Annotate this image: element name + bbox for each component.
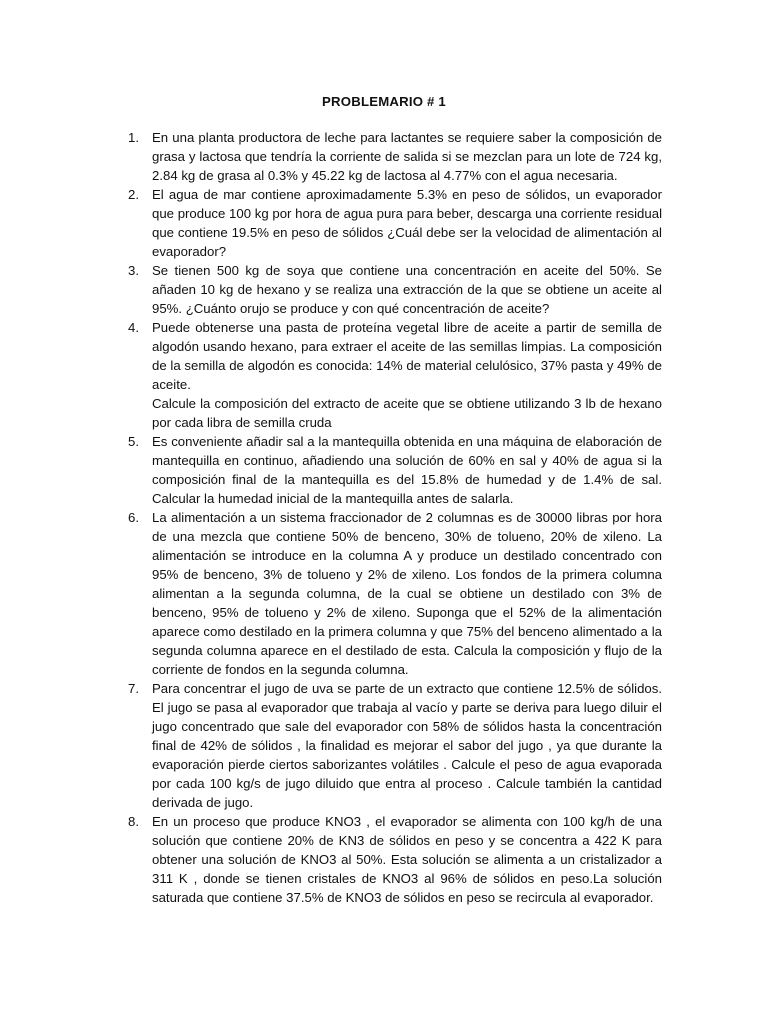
problem-item <box>128 318 662 432</box>
problem-number: 1. <box>128 130 139 145</box>
problem-number: 5. <box>128 434 139 449</box>
problem-paragraph: Para concentrar el jugo de uva se parte de un extracto que contiene 12.5% de sólidos. El jugo se pasa al evaporador que trabaja al vacío y parte se deriva para luego diluir el jugo concentrado que sale del evaporador con 58% de sólidos hasta la concentración final de 42% de sólidos , la finalidad es mejorar el sabor del jugo , ya que durante la evaporación pierde ciertos saborizantes volátiles . Calcule el peso de agua evaporada por cada 100 kg/s de jugo diluido que entra al proceso . Calcule también la cantidad derivada de jugo. <box>152 681 662 810</box>
document-title: PROBLEMARIO # 1 <box>322 94 446 109</box>
problem-item <box>128 812 662 907</box>
problem-item <box>128 508 662 679</box>
problem-item <box>128 679 662 812</box>
problem-body <box>152 432 662 508</box>
problem-body <box>152 128 662 185</box>
problem-body <box>152 185 662 261</box>
problem-item <box>128 185 662 261</box>
problem-paragraph: En un proceso que produce KNO3 , el evaporador se alimenta con 100 kg/h de una solución que contiene 20% de KN3 de sólidos en peso y se concentra a 422 K para obtener una solución de KNO3 al 50%. Esta solución se alimenta a un cristalizador a 311 K , donde se tienen cristales de KNO3 al 96% de sólidos en peso.La solución saturada que contiene 37.5% de KNO3 de sólidos en peso se recircula al evaporador. <box>152 814 662 905</box>
problem-number: 4. <box>128 320 139 335</box>
problem-number: 7. <box>128 681 139 696</box>
problem-paragraph: Es conveniente añadir sal a la mantequilla obtenida en una máquina de elaboración de mantequilla en continuo, añadiendo una solución de 60% en sal y 40% de agua si la composición final de la mantequilla es del 15.8% de humedad y de 1.4% de sal. Calcular la humedad inicial de la mantequilla antes de salarla. <box>152 434 662 506</box>
problem-paragraph: En una planta productora de leche para lactantes se requiere saber la composición de grasa y lactosa que tendría la corriente de salida si se mezclan para un lote de 724 kg, 2.84 kg de grasa al 0.3% y 45.22 kg de lactosa al 4.77% con el agua necesaria. <box>152 130 662 183</box>
problem-paragraph: Se tienen 500 kg de soya que contiene una concentración en aceite del 50%. Se añaden 10 kg de hexano y se realiza una extracción de la que se obtiene un aceite al 95%. ¿Cuánto orujo se produce y con qué concentración de aceite? <box>152 263 662 316</box>
problem-paragraph: Puede obtenerse una pasta de proteína vegetal libre de aceite a partir de semilla de algodón usando hexano, para extraer el aceite de las semillas limpias. La composición de la semilla de algodón es conocida: 14% de material celulósico, 37% pasta y 49% de aceite. <box>152 320 662 392</box>
problem-body <box>152 318 662 432</box>
problem-list <box>128 128 662 907</box>
problem-body <box>152 261 662 318</box>
problem-body <box>152 812 662 907</box>
problem-item <box>128 432 662 508</box>
problem-item <box>128 128 662 185</box>
problem-number: 2. <box>128 187 139 202</box>
problem-item <box>128 261 662 318</box>
problem-number: 3. <box>128 263 139 278</box>
problem-paragraph: El agua de mar contiene aproximadamente 5.3% en peso de sólidos, un evaporador que produce 100 kg por hora de agua pura para beber, descarga una corriente residual que contiene 19.5% en peso de sólidos ¿Cuál debe ser la velocidad de alimentación al evaporador? <box>152 187 662 259</box>
problem-body <box>152 679 662 812</box>
problem-body <box>152 508 662 679</box>
problem-paragraph: Calcule la composición del extracto de aceite que se obtiene utilizando 3 lb de hexano por cada libra de semilla cruda <box>152 396 662 430</box>
problem-number: 6. <box>128 510 139 525</box>
problem-number: 8. <box>128 814 139 829</box>
problem-paragraph: La alimentación a un sistema fraccionador de 2 columnas es de 30000 libras por hora de una mezcla que contiene 50% de benceno, 30% de tolueno, 20% de xileno. La alimentación se introduce en la columna A y produce un destilado concentrado con 95% de benceno, 3% de tolueno y 2% de xileno. Los fondos de la primera columna alimentan a la segunda columna, de la cual se obtiene un destilado con 3% de benceno, 95% de tolueno y 2% de xileno. Suponga que el 52% de la alimentación aparece como destilado en la primera columna y que 75% del benceno alimentado a la segunda columna aparece en el destilado de esta. Calcula la composición y flujo de la corriente de fondos en la segunda columna. <box>152 510 662 677</box>
